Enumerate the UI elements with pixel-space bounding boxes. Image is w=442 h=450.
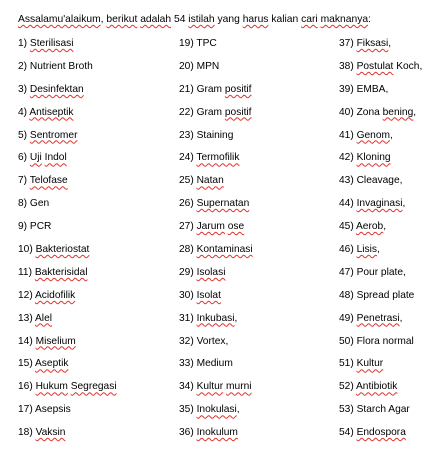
term-number: 6): [18, 152, 28, 164]
term-number: 23): [179, 129, 194, 141]
term-number: 51): [339, 358, 354, 370]
term-item: [18, 174, 117, 197]
term-text: Flora normal: [356, 335, 414, 347]
term-item: [179, 174, 253, 197]
term-text: ,: [399, 312, 403, 324]
term-text: murni: [226, 381, 252, 393]
term-item: [18, 37, 117, 60]
term-text: Gram: [196, 83, 225, 95]
term-number: 4): [18, 106, 28, 118]
term-number: 50): [339, 335, 354, 347]
term-text: Medium: [196, 358, 233, 370]
term-item: [179, 151, 253, 174]
term-item: [179, 83, 253, 106]
term-item: [339, 129, 422, 152]
term-number: 31): [179, 312, 194, 324]
intro-segment: berikut: [106, 14, 138, 25]
term-item: [339, 197, 422, 220]
term-text: Koch,: [393, 60, 423, 72]
term-item: [339, 266, 422, 289]
term-text: MPN: [196, 60, 220, 72]
term-text: EMBA,: [356, 83, 389, 95]
term-text: Segregasi: [70, 381, 117, 393]
term-number: 52): [339, 381, 354, 393]
term-item: [179, 357, 253, 380]
term-number: 33): [179, 358, 194, 370]
term-item: [339, 335, 422, 358]
term-number: 22): [179, 106, 194, 118]
term-item: [339, 37, 422, 60]
term-item: [339, 220, 422, 243]
term-text: ose: [227, 221, 245, 233]
term-item: [339, 289, 422, 312]
intro-segment: adalah: [140, 14, 172, 25]
term-text: Antibiotik: [356, 381, 398, 393]
term-number: 34): [179, 381, 194, 393]
term-text: Kloning: [356, 152, 391, 164]
term-item: [18, 403, 117, 426]
term-number: 10): [18, 244, 33, 256]
intro-segment: istilah: [188, 14, 215, 25]
term-number: 37): [339, 38, 354, 49]
term-number: 7): [18, 175, 28, 187]
term-text: Bakteriostat: [35, 244, 90, 256]
term-item: [339, 380, 422, 403]
term-item: [18, 335, 117, 358]
intro-segment: yang: [214, 14, 243, 25]
term-text: bening: [382, 106, 414, 118]
term-item: [339, 83, 422, 106]
term-number: 32): [179, 335, 194, 347]
term-item: [18, 426, 117, 449]
term-number: 49): [339, 312, 354, 324]
term-number: 18): [18, 427, 33, 439]
term-item: [18, 380, 117, 403]
term-number: 38): [339, 60, 354, 72]
term-number: 20): [179, 60, 194, 72]
term-number: 28): [179, 244, 194, 256]
term-item: [18, 197, 117, 220]
intro-segment: ,: [100, 14, 107, 25]
term-text: Sterilisasi: [29, 38, 74, 49]
term-column-2: [179, 37, 253, 449]
term-number: 15): [18, 358, 33, 370]
term-text: ,: [383, 221, 387, 233]
term-item: [179, 243, 253, 266]
intro-segment: :: [368, 14, 371, 25]
term-text: Nutrient Broth: [29, 60, 93, 72]
term-text: ,: [234, 312, 238, 324]
term-text: Asepsis: [35, 404, 71, 416]
term-text: Acidofilik: [35, 289, 76, 301]
term-number: 36): [179, 427, 194, 439]
term-text: Antiseptik: [29, 106, 74, 118]
term-item: [179, 266, 253, 289]
term-number: 35): [179, 404, 194, 416]
term-text: Supernatan: [196, 198, 250, 210]
term-text: Desinfektan: [29, 83, 84, 95]
intro-segment: kalian: [268, 14, 302, 25]
term-text: Genom: [356, 129, 390, 141]
term-item: [179, 380, 253, 403]
term-item: [18, 312, 117, 335]
term-text: Starch Agar: [356, 404, 410, 416]
term-text: Telofase: [29, 175, 68, 187]
term-text: Aseptik: [35, 358, 69, 370]
term-text: Termofilik: [196, 152, 240, 164]
term-item: [179, 60, 253, 83]
term-text: Kultur: [356, 358, 384, 370]
intro-sentence: [18, 13, 371, 27]
term-number: 46): [339, 244, 354, 256]
term-item: [179, 197, 253, 220]
term-number: 2): [18, 60, 28, 72]
term-item: [179, 37, 253, 60]
term-number: 30): [179, 289, 194, 301]
term-item: [18, 357, 117, 380]
term-column-3: [339, 37, 422, 449]
intro-segment: maknanya: [320, 14, 369, 25]
term-item: [339, 106, 422, 129]
term-text: ,: [236, 404, 240, 416]
term-number: 13): [18, 312, 33, 324]
term-text: Sentromer: [29, 129, 78, 141]
term-item: [339, 312, 422, 335]
term-item: [18, 266, 117, 289]
term-text: Bakterisidal: [34, 266, 88, 278]
term-text: Aerob: [356, 221, 384, 233]
term-number: 21): [179, 83, 194, 95]
term-number: 14): [18, 335, 33, 347]
term-text: Kontaminasi: [196, 244, 253, 256]
term-number: 11): [18, 266, 32, 278]
intro-segment: Assalamu'alaikum: [18, 14, 101, 25]
term-item: [18, 83, 117, 106]
term-item: [339, 426, 422, 449]
term-item: [18, 60, 117, 83]
term-item: [179, 426, 253, 449]
term-text: Cleavage,: [356, 175, 403, 187]
term-item: [179, 129, 253, 152]
term-item: [179, 289, 253, 312]
term-column-1: [18, 37, 117, 449]
term-number: 43): [339, 175, 354, 187]
term-item: [179, 220, 253, 243]
term-text: Penetrasi: [356, 312, 400, 324]
term-text: Spread plate: [356, 289, 415, 301]
term-text: Pour plate,: [356, 266, 406, 278]
term-item: [339, 151, 422, 174]
term-text: Jarum: [196, 221, 225, 233]
term-number: 44): [339, 198, 354, 210]
term-number: 27): [179, 221, 194, 233]
term-text: positif: [224, 106, 252, 118]
term-item: [339, 403, 422, 426]
term-text: Invaginasi: [356, 198, 403, 210]
term-list: [18, 37, 438, 437]
intro-segment: harus: [242, 14, 269, 25]
term-number: 24): [179, 152, 194, 164]
term-text: Isolasi: [196, 266, 226, 278]
term-item: [179, 403, 253, 426]
term-number: 42): [339, 152, 354, 164]
term-text: TPC: [196, 38, 217, 49]
term-text: ,: [390, 129, 393, 141]
term-item: [339, 174, 422, 197]
term-item: [18, 129, 117, 152]
term-number: 8): [18, 198, 28, 210]
term-text: Gram: [196, 106, 225, 118]
term-text: Miselium: [35, 335, 76, 347]
term-item: [18, 289, 117, 312]
intro-segment: 54: [171, 14, 189, 25]
term-number: 25): [179, 175, 194, 187]
term-text: Endospora: [356, 427, 406, 439]
term-number: 5): [18, 129, 28, 141]
term-item: [18, 243, 117, 266]
term-text: Postulat: [356, 60, 394, 72]
term-item: [339, 243, 422, 266]
term-text: ,: [388, 38, 392, 49]
term-number: 54): [339, 427, 354, 439]
term-text: PCR: [29, 221, 52, 233]
term-text: Uji: [29, 152, 42, 164]
term-item: [18, 106, 117, 129]
term-text: Staining: [196, 129, 234, 141]
term-number: 16): [18, 381, 33, 393]
term-number: 53): [339, 404, 354, 416]
term-item: [179, 106, 253, 129]
term-text: positif: [224, 83, 252, 95]
term-text: Lisis: [356, 244, 377, 256]
term-number: 48): [339, 289, 354, 301]
term-text: ,: [376, 244, 380, 256]
term-number: 1): [18, 38, 28, 49]
term-text: Isolat: [196, 289, 221, 301]
term-item: [339, 60, 422, 83]
term-number: 29): [179, 266, 194, 278]
term-item: [179, 312, 253, 335]
term-text: Zona: [356, 106, 383, 118]
term-number: 12): [18, 289, 33, 301]
term-text: Vortex,: [196, 335, 229, 347]
term-number: 9): [18, 221, 28, 233]
term-item: [18, 151, 117, 174]
term-text: Indol: [44, 152, 67, 164]
term-text: Inokulum: [196, 427, 238, 439]
term-number: 39): [339, 83, 354, 95]
term-text: Gen: [29, 198, 50, 210]
term-text: Kultur: [196, 381, 224, 393]
term-item: [18, 220, 117, 243]
term-text: ,: [413, 106, 417, 118]
intro-segment: cari: [301, 14, 318, 25]
term-number: 45): [339, 221, 354, 233]
term-number: 41): [339, 129, 354, 141]
term-text: Fiksasi: [356, 38, 389, 49]
term-text: Hukum: [35, 381, 68, 393]
term-item: [179, 335, 253, 358]
term-number: 17): [18, 404, 33, 416]
term-number: 40): [339, 106, 354, 118]
term-text: Inokulasi: [196, 404, 237, 416]
term-text: Alel: [35, 312, 53, 324]
term-text: Natan: [196, 175, 224, 187]
term-text: Inkubasi: [196, 312, 235, 324]
term-item: [339, 357, 422, 380]
term-text: Vaksin: [35, 427, 66, 439]
term-number: 47): [339, 266, 354, 278]
term-number: 3): [18, 83, 28, 95]
term-number: 26): [179, 198, 194, 210]
term-number: 19): [179, 38, 194, 49]
term-text: ,: [402, 198, 406, 210]
